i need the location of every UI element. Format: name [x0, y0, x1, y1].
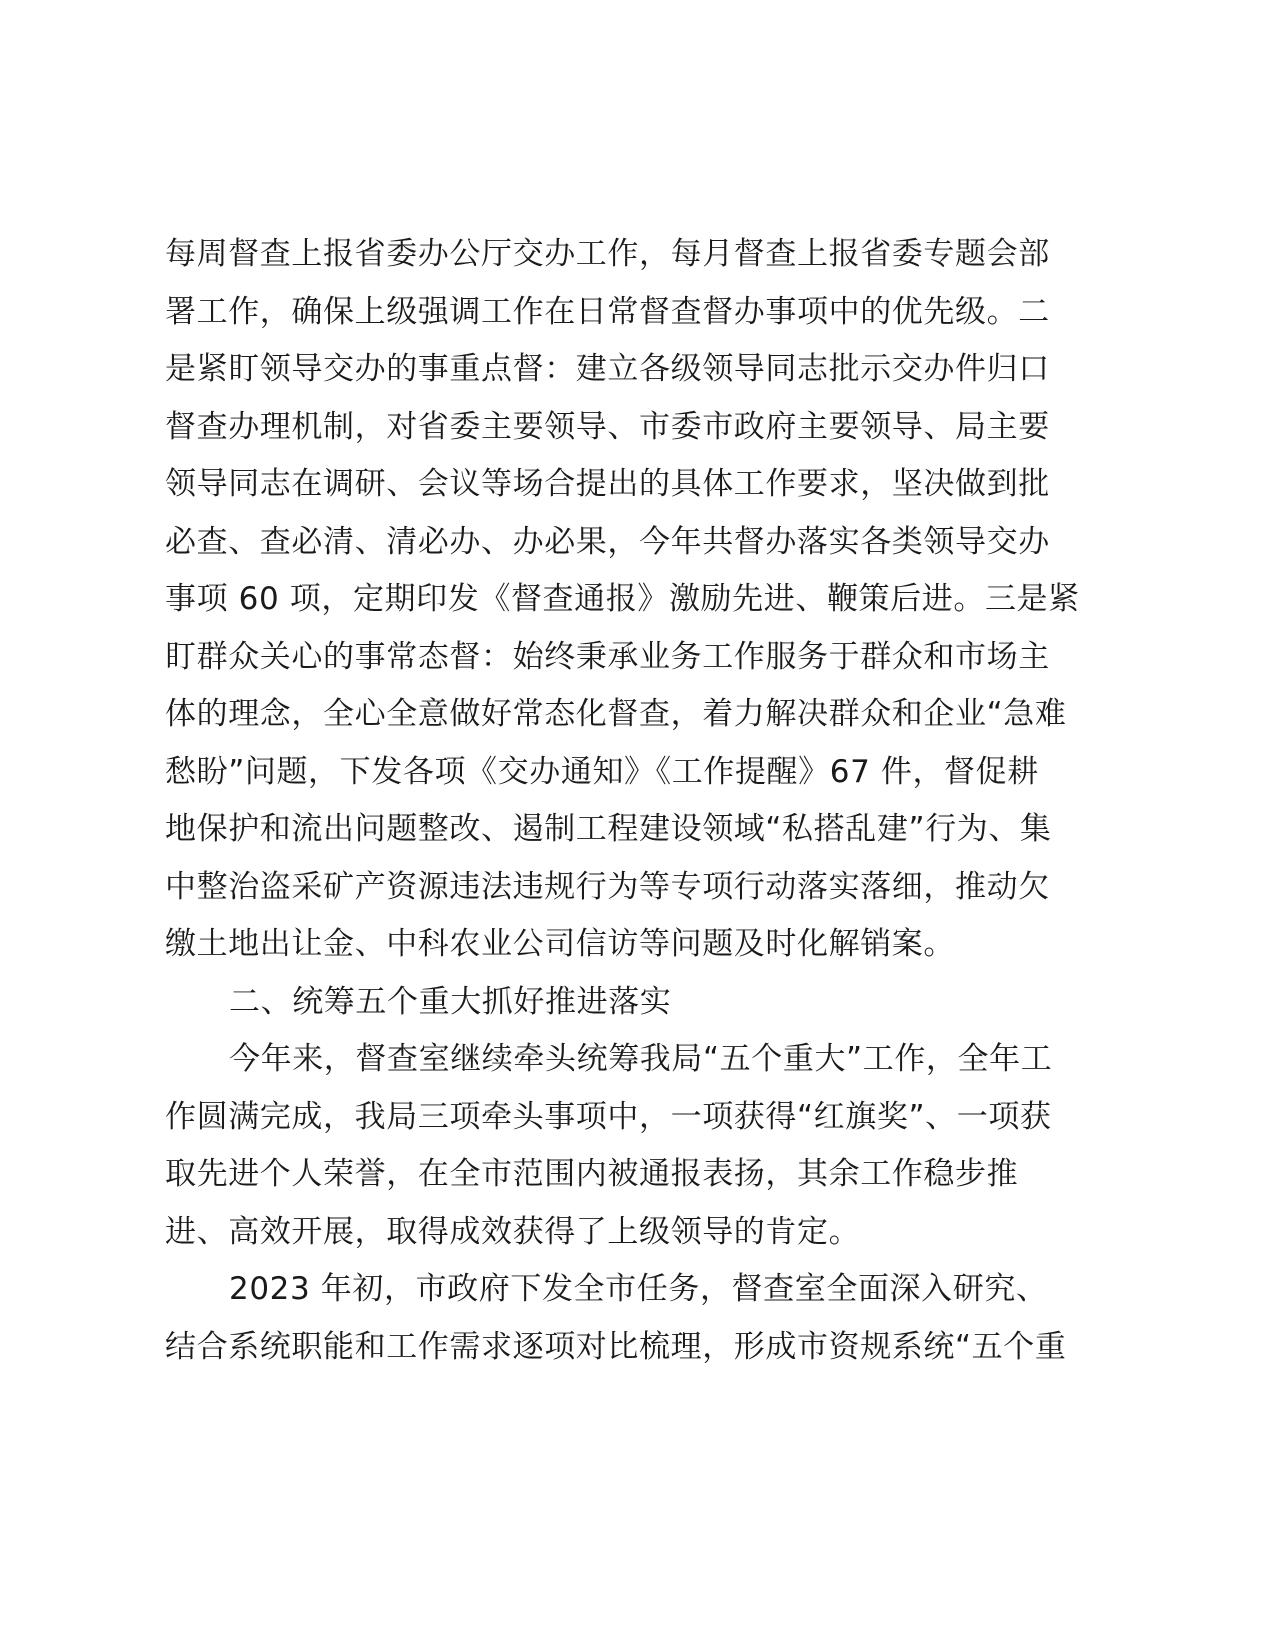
text-line: 缴土地出让金、中科农业公司信访等问题及时化解销案。 — [165, 926, 955, 962]
text-line: 2023 年初，市政府下发全市任务，督查室全面深入研究、 — [229, 1271, 1048, 1307]
text-line: 体的理念，全心全意做好常态化督查，着力解决群众和企业“急难 — [165, 696, 1067, 732]
text-line: 作圆满完成，我局三项牵头事项中，一项获得“红旗奖”、一项获 — [165, 1098, 1052, 1135]
text-line: 事项 60 项，定期印发《督查通报》激励先进、鞭策后进。三是紧 — [165, 581, 1080, 617]
text-line: 二、统筹五个重大抓好推进落实 — [229, 983, 672, 1020]
text-line: 取先进个人荣誉，在全市范围内被通报表扬，其余工作稳步推 — [165, 1156, 1019, 1192]
text-line: 领导同志在调研、会议等场合提出的具体工作要求，坚决做到批 — [165, 466, 1050, 502]
text-line: 署工作，确保上级强调工作在日常督查督办事项中的优先级。二 — [165, 293, 1050, 330]
text-line: 是紧盯领导交办的事重点督：建立各级领导同志批示交办件归口 — [165, 351, 1050, 387]
text-line: 结合系统职能和工作需求逐项对比梳理，形成市资规系统“五个重 — [165, 1328, 1067, 1365]
text-line: 督查办理机制，对省委主要领导、市委市政府主要领导、局主要 — [165, 408, 1050, 445]
text-line: 盯群众关心的事常态督：始终秉承业务工作服务于群众和市场主 — [165, 638, 1050, 675]
text-line: 今年来，督查室继续牵头统筹我局“五个重大”工作，全年工 — [229, 1041, 1053, 1077]
text-line: 中整治盗采矿产资源违法违规行为等专项行动落实落细，推动欠 — [165, 868, 1050, 905]
text-line: 愁盼”问题，下发各项《交办通知》《工作提醒》67 件，督促耕 — [165, 753, 1039, 790]
text-line: 每周督查上报省委办公厅交办工作，每月督查上报省委专题会部 — [165, 236, 1050, 272]
document-body — [165, 226, 1125, 1376]
text-line: 进、高效开展，取得成效获得了上级领导的肯定。 — [165, 1213, 861, 1250]
text-line: 必查、查必清、清必办、办必果，今年共督办落实各类领导交办 — [165, 523, 1050, 560]
text-line: 地保护和流出问题整改、遏制工程建设领域“私搭乱建”行为、集 — [165, 811, 1052, 847]
